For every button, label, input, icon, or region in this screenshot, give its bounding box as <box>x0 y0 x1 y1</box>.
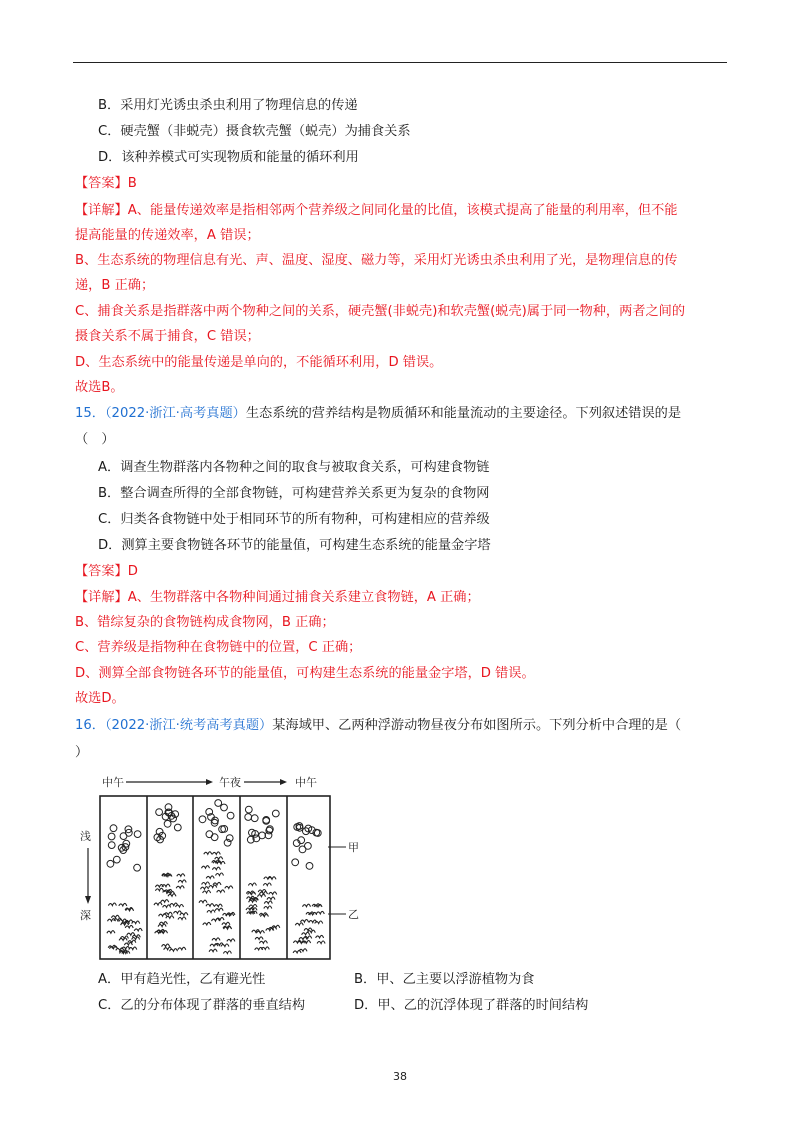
q16-source: （2022·浙江·统考高考真题） <box>104 718 273 733</box>
species-yi-mark <box>124 943 132 946</box>
q14-detail-2b: 递，B 正确； <box>75 278 155 293</box>
q14-conclusion: 故选B。 <box>75 380 124 395</box>
species-yi-mark <box>215 908 223 911</box>
species-yi-mark <box>201 887 209 890</box>
species-yi-mark <box>168 894 176 897</box>
q16-stem-bracket: ） <box>75 745 89 760</box>
species-yi-mark <box>255 937 263 940</box>
species-yi-mark <box>269 892 277 895</box>
q14-detail-tag: 【详解】 <box>75 203 128 218</box>
species-yi-mark <box>159 922 167 925</box>
species-yi-mark <box>111 915 119 918</box>
q15-detail-2: B、错综复杂的食物链构成食物网，B 正确； <box>75 615 335 630</box>
species-yi-mark <box>299 937 307 940</box>
species-yi-mark <box>161 900 169 903</box>
q15-detail-text: A、生物群落中各物种间通过捕食关系建立食物链，A 正确； <box>127 590 480 605</box>
q16-option-a: A．甲有趋光性，乙有避光性 <box>98 972 266 987</box>
time-arrowhead-1 <box>206 779 213 785</box>
species-yi-mark <box>170 949 178 952</box>
species-yi-mark <box>212 938 220 941</box>
species-yi-mark <box>178 917 186 920</box>
species-yi-mark <box>268 877 276 880</box>
species-yi-mark <box>317 941 325 944</box>
species-jia-mark <box>206 831 213 838</box>
species-jia-mark <box>221 804 228 811</box>
species-yi-mark <box>202 882 210 885</box>
q14-detail-text: A、能量传递效率是指相邻两个营养级之间同化量的比值，该模式提高了能量的利用率，但不能 <box>127 203 678 218</box>
species-yi-mark <box>304 928 312 931</box>
species-yi-mark <box>134 928 142 931</box>
species-yi-mark <box>119 903 127 906</box>
species-yi-mark <box>202 866 210 869</box>
species-yi-mark <box>108 903 116 906</box>
species-yi-mark <box>316 911 324 914</box>
species-yi-mark <box>248 883 256 886</box>
q15-option-b: B．整合调查所得的全部食物链，可构建营养关系更为复杂的食物网 <box>98 486 490 501</box>
species-jia-mark <box>259 832 266 839</box>
species-yi-mark <box>212 919 220 922</box>
species-jia-mark <box>108 842 115 849</box>
species-jia-mark <box>156 809 163 816</box>
species-yi-mark <box>316 935 324 938</box>
species-yi-mark <box>209 949 217 952</box>
species-jia-mark <box>265 832 272 839</box>
q16-stem <box>75 716 681 736</box>
species-yi-mark <box>263 883 271 886</box>
species-jia-mark <box>107 860 114 867</box>
species-yi-mark <box>213 882 221 885</box>
species-yi-mark <box>216 873 224 876</box>
species-yi-mark <box>217 890 225 893</box>
species-yi-mark <box>227 939 235 942</box>
plankton-diagram <box>80 774 380 964</box>
q14-answer: B <box>127 176 137 191</box>
species-jia-mark <box>199 816 206 823</box>
q14-option-c: C．硬壳蟹（非蜕壳）摄食软壳蟹（蜕壳）为捕食关系 <box>98 124 411 139</box>
q15-detail-4: D、测算全部食物链各环节的能量值，可构建生态系统的能量金字塔，D 错误。 <box>75 666 535 681</box>
species-jia-mark <box>174 824 181 831</box>
species-jia-mark <box>292 859 299 866</box>
species-yi-mark <box>163 905 171 908</box>
label-yi: 乙 <box>348 908 359 921</box>
q16-option-c: C．乙的分布体现了群落的垂直结构 <box>98 998 306 1013</box>
q15-source: （2022·浙江·高考真题） <box>104 406 246 421</box>
q16-number: 16． <box>75 718 105 733</box>
plankton-distribution-figure <box>80 774 380 964</box>
species-yi-mark <box>256 931 264 934</box>
q14-answer-tag: 【答案】 <box>75 176 128 191</box>
q15-answer: D <box>127 564 138 579</box>
q14-option-b: B．采用灯光诱虫杀虫利用了物理信息的传递 <box>98 98 358 113</box>
species-jia-mark <box>108 833 115 840</box>
species-yi-mark <box>178 947 186 950</box>
q15-detail-3: C、营养级是指物种在食物链中的位置，C 正确； <box>75 640 362 655</box>
species-yi-mark <box>225 886 233 889</box>
q15-detail-tag: 【详解】 <box>75 590 128 605</box>
label-jia: 甲 <box>348 841 359 854</box>
species-jia-mark <box>227 812 234 819</box>
species-yi-mark <box>222 922 230 925</box>
header-rule <box>73 62 727 63</box>
species-yi-mark <box>128 940 136 943</box>
species-yi-mark <box>177 874 185 877</box>
species-yi-mark <box>264 901 272 904</box>
q15-answer-tag: 【答案】 <box>75 564 128 579</box>
species-jia-mark <box>134 864 141 871</box>
q14-detail-3b: 摄食关系不属于捕食，C 错误； <box>75 329 260 344</box>
q16-stem-text: 某海域甲、乙两种浮游动物昼夜分布如图所示。下列分析中合理的是（ <box>272 718 682 733</box>
species-yi-mark <box>297 941 305 944</box>
depth-label-shallow: 浅 <box>80 830 91 843</box>
species-jia-mark <box>134 831 141 838</box>
species-yi-mark <box>176 886 184 889</box>
species-yi-mark <box>158 924 166 927</box>
species-yi-mark <box>204 852 212 855</box>
species-yi-mark <box>207 910 215 913</box>
q16-option-b: B．甲、乙主要以浮游植物为食 <box>354 972 535 987</box>
q14-detail-2a: B、生态系统的物理信息有光、声、温度、湿度、磁力等，采用灯光诱虫杀虫利用了光，是物理信息的传 <box>75 253 678 268</box>
species-yi-mark <box>264 906 272 909</box>
species-yi-mark <box>164 874 172 877</box>
q15-detail-1 <box>75 588 480 608</box>
species-jia-mark <box>110 825 117 832</box>
species-yi-mark <box>155 888 163 891</box>
species-yi-mark <box>174 911 182 914</box>
species-yi-mark <box>249 905 257 908</box>
species-yi-mark <box>302 932 310 935</box>
species-jia-mark <box>211 834 218 841</box>
species-yi-mark <box>203 891 211 894</box>
species-jia-mark <box>113 856 120 863</box>
species-yi-mark <box>166 916 174 919</box>
q14-option-d: D．该种养模式可实现物质和能量的循环利用 <box>98 150 359 165</box>
q15-stem <box>75 404 681 424</box>
species-yi-mark <box>314 904 322 907</box>
time-label-noon-right: 中午 <box>295 776 317 789</box>
species-jia-mark <box>306 863 313 870</box>
species-jia-mark <box>305 843 312 850</box>
species-yi-mark <box>258 894 266 897</box>
q14-detail-3a: C、捕食关系是指群落中两个物种之间的关系，硬壳蟹(非蜕壳)和软壳蟹(蜕壳)属于同一物种，两者之间的 <box>75 304 686 319</box>
page-number: 38 <box>393 1070 407 1083</box>
q14-answer-line <box>75 174 137 194</box>
species-yi-mark <box>154 903 162 906</box>
species-yi-mark <box>199 900 207 903</box>
q14-detail-1a <box>75 201 677 221</box>
q16-option-d: D．甲、乙的沉浮体现了群落的时间结构 <box>354 998 589 1013</box>
species-jia-mark <box>245 806 252 813</box>
species-yi-mark <box>110 946 118 949</box>
species-yi-mark <box>301 920 309 923</box>
species-yi-mark <box>259 941 267 944</box>
species-yi-mark <box>129 947 137 950</box>
species-jia-mark <box>164 820 171 827</box>
species-yi-mark <box>214 904 222 907</box>
species-yi-mark <box>259 913 267 916</box>
species-yi-mark <box>212 867 220 870</box>
q15-conclusion: 故选D。 <box>75 691 125 706</box>
depth-arrowhead <box>85 896 91 904</box>
q15-answer-line <box>75 562 138 582</box>
q15-stem-text: 生态系统的营养结构是物质循环和能量流动的主要途径。下列叙述错误的是 <box>245 406 682 421</box>
species-yi-mark <box>252 930 260 933</box>
species-yi-mark <box>267 897 275 900</box>
species-yi-mark <box>203 922 211 925</box>
species-yi-mark <box>206 904 214 907</box>
q15-number: 15． <box>75 406 105 421</box>
species-yi-mark <box>162 944 170 947</box>
species-yi-mark <box>209 885 217 888</box>
species-jia-mark <box>272 810 279 817</box>
species-yi-mark <box>178 880 186 883</box>
species-yi-mark <box>125 925 133 928</box>
species-yi-mark <box>215 857 223 860</box>
species-jia-mark <box>215 800 222 807</box>
species-yi-mark <box>212 852 220 855</box>
species-yi-mark <box>295 923 303 926</box>
q14-detail-4: D、生态系统中的能量传递是单向的，不能循环利用，D 错误。 <box>75 355 443 370</box>
q14-detail-1b: 提高能量的传递效率，A 错误； <box>75 228 260 243</box>
species-yi-mark <box>132 937 140 940</box>
species-yi-mark <box>176 905 184 908</box>
q15-option-c: C．归类各食物链中处于相同环节的所有物种，可构建相应的营养级 <box>98 512 490 527</box>
q15-option-a: A．调查生物群落内各物种之间的取食与被取食关系，可构建食物链 <box>98 460 490 475</box>
species-yi-mark <box>127 933 135 936</box>
depth-label-deep: 深 <box>80 909 91 922</box>
species-jia-mark <box>245 814 252 821</box>
species-yi-mark <box>303 904 311 907</box>
q15-option-d: D．测算主要食物链各环节的能量值，可构建生态系统的能量金字塔 <box>98 538 491 553</box>
species-yi-mark <box>159 914 167 917</box>
species-yi-mark <box>221 944 229 947</box>
time-label-noon-left: 中午 <box>102 776 124 789</box>
species-yi-mark <box>206 876 214 879</box>
species-yi-mark <box>248 892 256 895</box>
time-arrowhead-2 <box>280 779 287 785</box>
species-yi-mark <box>132 935 140 938</box>
q15-stem-bracket: （ ） <box>75 432 115 447</box>
species-yi-mark <box>107 931 115 934</box>
species-yi-group <box>107 852 325 954</box>
species-jia-mark <box>251 815 258 822</box>
time-label-midnight: 午夜 <box>219 776 241 789</box>
species-yi-mark <box>223 951 231 954</box>
